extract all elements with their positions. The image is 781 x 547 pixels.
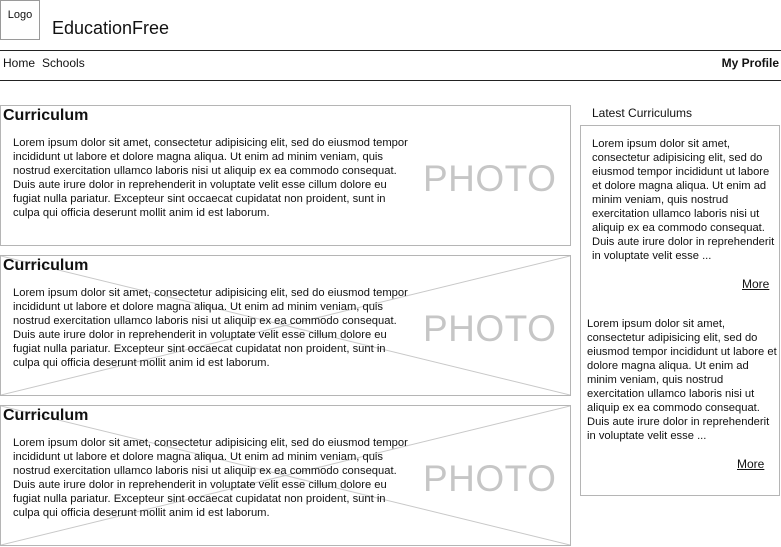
more-link[interactable]: More	[737, 457, 765, 471]
more-link[interactable]: More	[742, 277, 770, 291]
sidebar-entry-text: Lorem ipsum dolor sit amet, consectetur adipisicing elit, sed do eiusmod tempor incididunt ut labore et dolore magna aliqua. Ut enim ad minim veniam, quis nostrud exercitation ullamco laboris nisi ut aliquip ex ea commodo consequat. Duis aute irure dolor in reprehenderit in voluptate velit esse ...	[587, 318, 777, 442]
photo-placeholder: PHOTO	[423, 458, 557, 499]
card-description: Lorem ipsum dolor sit amet, consectetur adipisicing elit, sed do eiusmod tempor incididunt ut labore et dolore magna aliqua. Ut enim ad minim veniam, quis nostrud exercitation ullamco laboris nisi ut aliquip ex ea commodo consequat. Duis aute irure dolor in reprehenderit in voluptate velit esse cillum dolore eu fugiat nulla pariatur. Excepteur sint occaecat cupidatat non proident, sunt in culpa qui officia deserunt mollit anim id est laborum.	[13, 287, 408, 369]
card-description: Lorem ipsum dolor sit amet, consectetur adipisicing elit, sed do eiusmod tempor incididunt ut labore et dolore magna aliqua. Ut enim ad minim veniam, quis nostrud exercitation ullamco laboris nisi ut aliquip ex ea commodo consequat. Duis aute irure dolor in reprehenderit in voluptate velit esse cillum dolore eu fugiat nulla pariatur. Excepteur sint occaecat cupidatat non proident, sunt in culpa qui officia deserunt mollit anim id est laborum.	[13, 137, 408, 219]
card-description: Lorem ipsum dolor sit amet, consectetur adipisicing elit, sed do eiusmod tempor incididunt ut labore et dolore magna aliqua. Ut enim ad minim veniam, quis nostrud exercitation ullamco laboris nisi ut aliquip ex ea commodo consequat. Duis aute irure dolor in reprehenderit in voluptate velit esse cillum dolore eu fugiat nulla pariatur. Excepteur sint occaecat cupidatat non proident, sunt in culpa qui officia deserunt mollit anim id est laborum.	[13, 437, 408, 519]
photo-placeholder: PHOTO	[423, 308, 557, 349]
card-title: Curriculum	[3, 257, 89, 274]
nav-item-home[interactable]: Home	[3, 56, 36, 70]
photo-placeholder: PHOTO	[423, 158, 557, 199]
curriculum-card[interactable]	[0, 105, 571, 246]
sidebar-heading: Latest Curriculums	[592, 106, 693, 120]
logo-placeholder[interactable]	[0, 0, 40, 40]
nav-top-divider	[0, 50, 781, 51]
curriculum-card[interactable]	[0, 405, 571, 546]
site-title[interactable]: EducationFree	[52, 18, 170, 38]
card-title: Curriculum	[3, 107, 89, 124]
latest-curriculums-panel	[580, 125, 780, 496]
nav-bottom-divider	[0, 80, 781, 81]
logo-label: Logo	[7, 9, 33, 21]
nav-item-schools[interactable]: Schools	[42, 56, 85, 70]
curriculum-card[interactable]	[0, 255, 571, 396]
sidebar-entry-text: Lorem ipsum dolor sit amet, consectetur adipisicing elit, sed do eiusmod tempor incididunt ut labore et dolore magna aliqua. Ut enim ad minim veniam, quis nostrud exercitation ullamco laboris nisi ut aliquip ex ea commodo consequat. Duis aute irure dolor in reprehenderit in voluptate velit esse ...	[592, 138, 775, 262]
card-title: Curriculum	[3, 407, 89, 424]
my-profile-link[interactable]: My Profile	[721, 56, 779, 70]
